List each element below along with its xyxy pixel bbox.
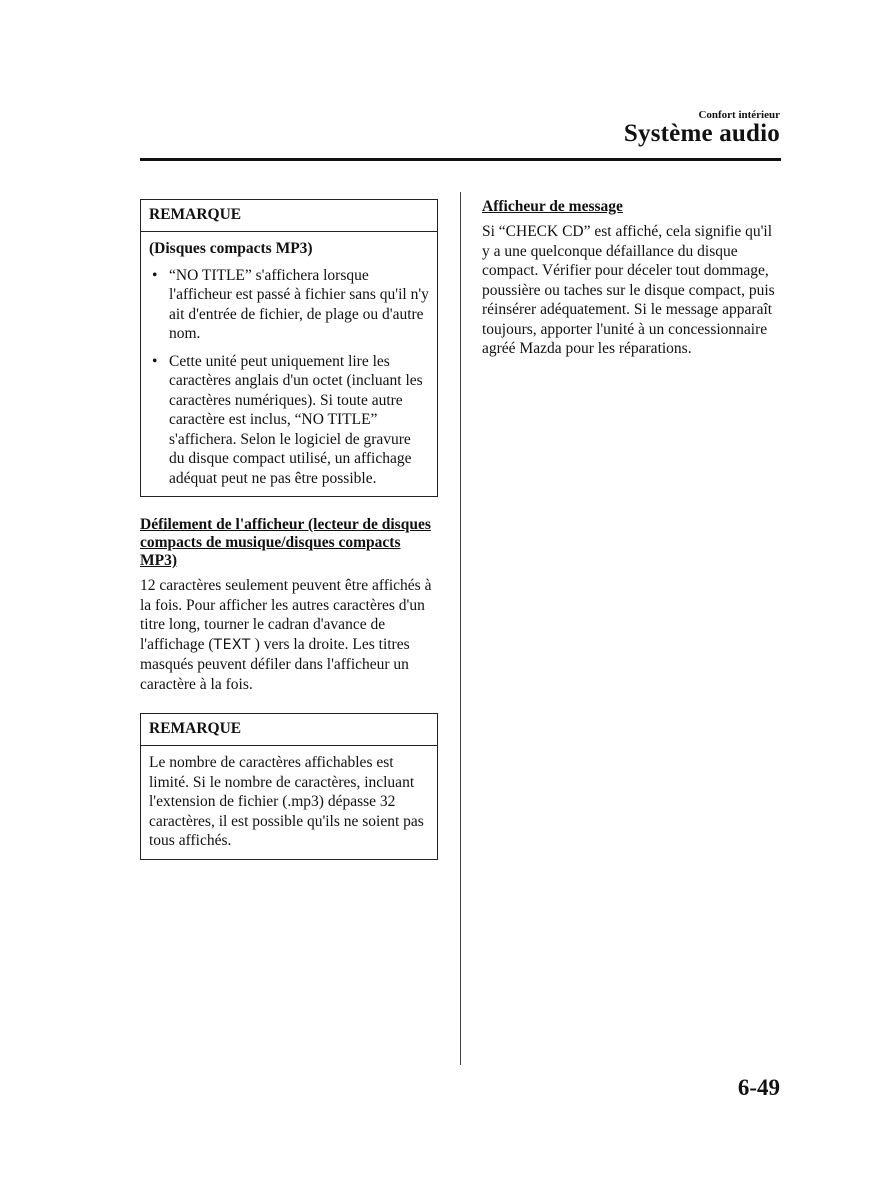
note-body [141, 746, 437, 859]
note-heading: REMARQUE [141, 200, 437, 232]
note-bullet-item [149, 352, 429, 489]
right-column [482, 198, 782, 359]
left-column [140, 199, 438, 860]
bullet-text: “NO TITLE” s'affichera lorsque l'afficheur est passé à fichier sans qu'il n'y ait d'entrée de fichier, de plage ou d'autre nom. [169, 266, 429, 342]
bullet-icon: • [152, 352, 158, 370]
message-display-paragraph: Si “CHECK CD” est affiché, cela signifie qu'il y a une quelconque défaillance du disque compact. Vérifier pour déceler tout dommage, poussière ou taches sur le disque compact, puis réinsérer adéquatement. Si le message apparaît toujours, apporter l'unité à un concessionnaire agréé Mazda pour les réparations. [482, 223, 775, 357]
page-title: Système audio [623, 120, 780, 147]
header-rule [140, 158, 781, 161]
bullet-icon: • [152, 266, 158, 284]
note-body-text: Le nombre de caractères affichables est limité. Si le nombre de caractères, incluant l'extension de fichier (.mp3) dépasse 32 caractères, il est possible qu'ils ne soient pas tous affichés. [149, 754, 424, 849]
page-number: 6-49 [737, 1075, 780, 1100]
note-bullet-item [149, 266, 429, 344]
column-divider [460, 192, 461, 1065]
bullet-text: Cette unité peut uniquement lire les caractères anglais d'un octet (incluant les caractères numériques). Si toute autre caractère est inclus, “NO TITLE” s'affichera. Selon le logiciel de gravure du disque compact utilisé, un affichage adéquat peut ne pas être possible. [169, 352, 423, 487]
message-display-heading: Afficheur de message [482, 198, 623, 215]
note-box-character-limit [140, 713, 438, 860]
scroll-section-paragraph [140, 576, 438, 694]
note-bullet-list [149, 266, 429, 489]
note-subheading: (Disques compacts MP3) [149, 240, 313, 257]
scroll-text-after: ) vers la droite. Les titres masqués peuvent défiler dans l'afficheur un caractère à la fois. [140, 635, 410, 693]
scroll-text-before: 12 caractères seulement peuvent être affichés à la fois. Pour afficher les autres caractères d'un titre long, tourner le cadran d'avance de l'affichage ( [140, 577, 432, 653]
note-heading: REMARQUE [141, 714, 437, 746]
note-body [141, 232, 437, 496]
scroll-section-heading: Défilement de l'afficheur (lecteur de disques compacts de musique/disques compacts MP3) [140, 516, 431, 569]
header-section-label: Confort intérieur [698, 109, 780, 121]
note-box-mp3 [140, 199, 438, 497]
text-dial-label: TEXT [213, 636, 251, 653]
